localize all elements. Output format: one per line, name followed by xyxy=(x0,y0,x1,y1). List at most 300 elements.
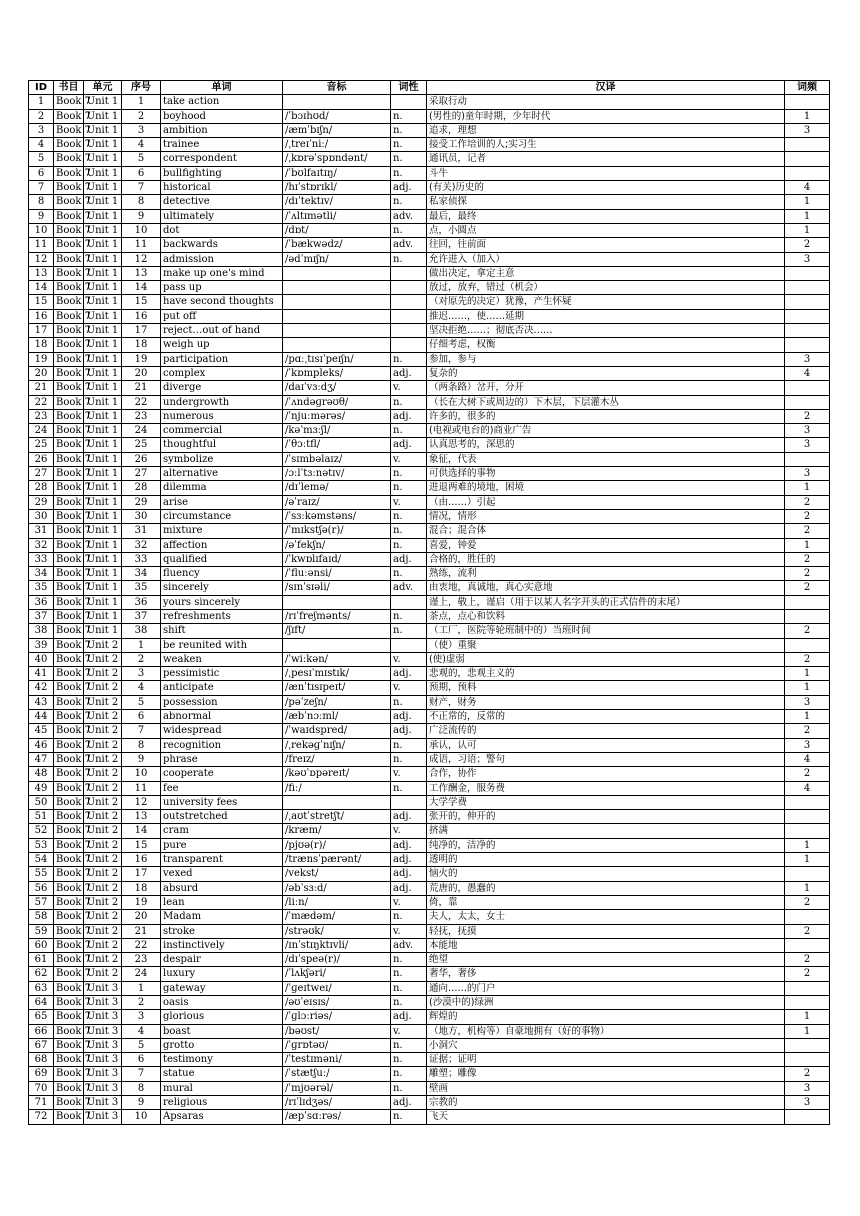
cell-frequency: 1 xyxy=(785,223,830,237)
cell-translation: 通讯员，记者 xyxy=(427,152,785,166)
cell-id: 43 xyxy=(29,695,54,709)
cell-word: possession xyxy=(161,695,283,709)
cell-seq: 12 xyxy=(122,795,161,809)
cell-word: put off xyxy=(161,309,283,323)
cell-id: 15 xyxy=(29,295,54,309)
cell-id: 26 xyxy=(29,452,54,466)
cell-phonetic: /ˈtestɪməni/ xyxy=(283,1053,391,1067)
cell-word: despair xyxy=(161,953,283,967)
cell-translation: 进退两难的境地，困境 xyxy=(427,481,785,495)
cell-book: Book 7 xyxy=(54,667,84,681)
cell-id: 51 xyxy=(29,810,54,824)
cell-book: Book 7 xyxy=(54,595,84,609)
cell-word: detective xyxy=(161,195,283,209)
cell-unit: Unit 2 xyxy=(84,681,122,695)
table-row xyxy=(29,181,830,195)
cell-seq: 31 xyxy=(122,524,161,538)
cell-unit: Unit 2 xyxy=(84,824,122,838)
cell-translation: 恼火的 xyxy=(427,867,785,881)
table-row xyxy=(29,366,830,380)
cell-translation: 夫人，太太，女士 xyxy=(427,910,785,924)
cell-translation: （使）重聚 xyxy=(427,638,785,652)
cell-phonetic: /ˈkwɒlɪfaɪd/ xyxy=(283,552,391,566)
cell-unit: Unit 2 xyxy=(84,810,122,824)
table-row xyxy=(29,552,830,566)
cell-frequency: 1 xyxy=(785,1024,830,1038)
cell-book: Book 7 xyxy=(54,409,84,423)
cell-unit: Unit 1 xyxy=(84,295,122,309)
cell-phonetic: /freɪz/ xyxy=(283,752,391,766)
cell-phonetic: /strəʊk/ xyxy=(283,924,391,938)
cell-translation: 本能地 xyxy=(427,938,785,952)
table-row xyxy=(29,924,830,938)
cell-pos: adj. xyxy=(391,724,427,738)
cell-translation: 接受工作培训的人;实习生 xyxy=(427,138,785,152)
cell-seq: 4 xyxy=(122,138,161,152)
cell-seq: 9 xyxy=(122,209,161,223)
cell-translation: （地方，机构等）自豪地拥有（好的事物） xyxy=(427,1024,785,1038)
cell-frequency: 3 xyxy=(785,1081,830,1095)
cell-phonetic: /ˌaʊtˈstretʃt/ xyxy=(283,810,391,824)
cell-phonetic: /ˈnjuːmərəs/ xyxy=(283,409,391,423)
cell-id: 14 xyxy=(29,281,54,295)
table-row xyxy=(29,509,830,523)
cell-book: Book 7 xyxy=(54,1110,84,1124)
cell-word: reject…out of hand xyxy=(161,324,283,338)
cell-id: 28 xyxy=(29,481,54,495)
cell-id: 56 xyxy=(29,881,54,895)
cell-pos: v. xyxy=(391,681,427,695)
cell-book: Book 7 xyxy=(54,238,84,252)
cell-unit: Unit 1 xyxy=(84,609,122,623)
cell-phonetic: /hɪˈstɒrɪkl/ xyxy=(283,181,391,195)
cell-seq: 4 xyxy=(122,1024,161,1038)
cell-unit: Unit 1 xyxy=(84,123,122,137)
cell-unit: Unit 2 xyxy=(84,667,122,681)
table-row xyxy=(29,324,830,338)
cell-phonetic xyxy=(283,338,391,352)
cell-pos: n. xyxy=(391,123,427,137)
cell-translation: (使)虚弱 xyxy=(427,652,785,666)
cell-frequency: 1 xyxy=(785,1010,830,1024)
cell-seq: 21 xyxy=(122,381,161,395)
cell-pos: adv. xyxy=(391,209,427,223)
cell-id: 59 xyxy=(29,924,54,938)
cell-book: Book 7 xyxy=(54,338,84,352)
table-row xyxy=(29,981,830,995)
cell-translation: 飞天 xyxy=(427,1110,785,1124)
cell-frequency xyxy=(785,152,830,166)
cell-book: Book 7 xyxy=(54,1010,84,1024)
cell-translation: 预期，预料 xyxy=(427,681,785,695)
cell-word: weigh up xyxy=(161,338,283,352)
cell-book: Book 7 xyxy=(54,738,84,752)
cell-unit: Unit 2 xyxy=(84,853,122,867)
cell-phonetic: /ɔːlˈtɜːnətɪv/ xyxy=(283,467,391,481)
table-row xyxy=(29,996,830,1010)
cell-frequency: 2 xyxy=(785,552,830,566)
cell-translation: 纯净的，洁净的 xyxy=(427,838,785,852)
cell-word: testimony xyxy=(161,1053,283,1067)
cell-pos: v. xyxy=(391,767,427,781)
cell-seq: 20 xyxy=(122,366,161,380)
cell-unit: Unit 1 xyxy=(84,424,122,438)
cell-word: yours sincerely xyxy=(161,595,283,609)
cell-unit: Unit 1 xyxy=(84,338,122,352)
cell-seq: 24 xyxy=(122,967,161,981)
cell-phonetic: /ˈbækwədz/ xyxy=(283,238,391,252)
cell-seq: 23 xyxy=(122,409,161,423)
cell-translation: 参加，参与 xyxy=(427,352,785,366)
cell-phonetic: /ˌrekəɡˈnɪʃn/ xyxy=(283,738,391,752)
cell-phonetic xyxy=(283,595,391,609)
table-row xyxy=(29,767,830,781)
cell-frequency xyxy=(785,795,830,809)
cell-id: 13 xyxy=(29,266,54,280)
cell-translation: 象征，代表 xyxy=(427,452,785,466)
table-row xyxy=(29,223,830,237)
cell-phonetic: /dɪˈlemə/ xyxy=(283,481,391,495)
cell-id: 12 xyxy=(29,252,54,266)
table-row xyxy=(29,752,830,766)
table-row xyxy=(29,581,830,595)
table-row xyxy=(29,967,830,981)
cell-seq: 11 xyxy=(122,781,161,795)
cell-translation: 做出决定，拿定主意 xyxy=(427,266,785,280)
cell-phonetic: /ɪnˈstɪŋktɪvli/ xyxy=(283,938,391,952)
cell-frequency: 3 xyxy=(785,738,830,752)
cell-phonetic: /pjʊə(r)/ xyxy=(283,838,391,852)
table-row xyxy=(29,281,830,295)
table-row xyxy=(29,295,830,309)
cell-frequency xyxy=(785,324,830,338)
table-row xyxy=(29,1024,830,1038)
cell-seq: 7 xyxy=(122,181,161,195)
cell-id: 20 xyxy=(29,366,54,380)
cell-translation: 透明的 xyxy=(427,853,785,867)
cell-translation: 斗牛 xyxy=(427,166,785,180)
table-row xyxy=(29,824,830,838)
cell-book: Book 7 xyxy=(54,767,84,781)
cell-phonetic: /dɒt/ xyxy=(283,223,391,237)
header-row xyxy=(29,81,830,95)
cell-frequency xyxy=(785,338,830,352)
cell-unit: Unit 1 xyxy=(84,352,122,366)
cell-unit: Unit 3 xyxy=(84,996,122,1010)
cell-phonetic: /ˈɡeɪtweɪ/ xyxy=(283,981,391,995)
cell-book: Book 7 xyxy=(54,509,84,523)
table-row xyxy=(29,938,830,952)
cell-frequency xyxy=(785,1110,830,1124)
cell-translation: (电视或电台的)商业广告 xyxy=(427,424,785,438)
cell-word: pessimistic xyxy=(161,667,283,681)
cell-frequency: 2 xyxy=(785,967,830,981)
cell-pos: n. xyxy=(391,752,427,766)
table-row xyxy=(29,624,830,638)
cell-translation: 可供选择的事物 xyxy=(427,467,785,481)
cell-unit: Unit 2 xyxy=(84,924,122,938)
cell-translation: 壁画 xyxy=(427,1081,785,1095)
table-row xyxy=(29,166,830,180)
cell-translation: 奢华，奢侈 xyxy=(427,967,785,981)
cell-frequency: 3 xyxy=(785,467,830,481)
cell-unit: Unit 1 xyxy=(84,595,122,609)
cell-seq: 4 xyxy=(122,681,161,695)
table-row xyxy=(29,252,830,266)
cell-pos: adj. xyxy=(391,1010,427,1024)
cell-frequency xyxy=(785,395,830,409)
cell-word: dilemma xyxy=(161,481,283,495)
cell-pos: n. xyxy=(391,395,427,409)
cell-phonetic: /ˈwaɪdspred/ xyxy=(283,724,391,738)
cell-phonetic xyxy=(283,795,391,809)
cell-pos: n. xyxy=(391,524,427,538)
table-row xyxy=(29,810,830,824)
cell-book: Book 7 xyxy=(54,352,84,366)
cell-seq: 36 xyxy=(122,595,161,609)
cell-id: 69 xyxy=(29,1067,54,1081)
cell-unit: Unit 1 xyxy=(84,624,122,638)
cell-id: 49 xyxy=(29,781,54,795)
cell-seq: 34 xyxy=(122,567,161,581)
cell-id: 52 xyxy=(29,824,54,838)
cell-frequency: 2 xyxy=(785,495,830,509)
table-row xyxy=(29,209,830,223)
cell-unit: Unit 1 xyxy=(84,109,122,123)
cell-pos: adv. xyxy=(391,938,427,952)
cell-pos: adj. xyxy=(391,881,427,895)
cell-seq: 12 xyxy=(122,252,161,266)
cell-id: 45 xyxy=(29,724,54,738)
table-row xyxy=(29,409,830,423)
cell-translation: 挤满 xyxy=(427,824,785,838)
cell-pos: n. xyxy=(391,467,427,481)
cell-pos: adj. xyxy=(391,667,427,681)
cell-word: take action xyxy=(161,95,283,109)
cell-unit: Unit 2 xyxy=(84,953,122,967)
cell-pos: n. xyxy=(391,1053,427,1067)
cell-unit: Unit 1 xyxy=(84,166,122,180)
cell-translation: 喜爱，钟爱 xyxy=(427,538,785,552)
cell-phonetic: /kræm/ xyxy=(283,824,391,838)
cell-book: Book 7 xyxy=(54,695,84,709)
table-row xyxy=(29,652,830,666)
cell-translation: （两条路）岔开，分开 xyxy=(427,381,785,395)
cell-id: 32 xyxy=(29,538,54,552)
cell-id: 33 xyxy=(29,552,54,566)
cell-id: 10 xyxy=(29,223,54,237)
cell-seq: 17 xyxy=(122,867,161,881)
cell-unit: Unit 1 xyxy=(84,309,122,323)
cell-pos: n. xyxy=(391,738,427,752)
table-row xyxy=(29,1096,830,1110)
cell-word: lean xyxy=(161,895,283,909)
cell-unit: Unit 1 xyxy=(84,324,122,338)
table-row xyxy=(29,524,830,538)
cell-id: 19 xyxy=(29,352,54,366)
cell-translation: 往回，往前面 xyxy=(427,238,785,252)
cell-book: Book 7 xyxy=(54,853,84,867)
cell-book: Book 7 xyxy=(54,552,84,566)
cell-frequency: 1 xyxy=(785,838,830,852)
cell-unit: Unit 3 xyxy=(84,981,122,995)
cell-unit: Unit 2 xyxy=(84,867,122,881)
cell-translation: 财产，财务 xyxy=(427,695,785,709)
cell-id: 1 xyxy=(29,95,54,109)
cell-phonetic: /vekst/ xyxy=(283,867,391,881)
cell-pos xyxy=(391,595,427,609)
cell-translation: 采取行动 xyxy=(427,95,785,109)
cell-seq: 16 xyxy=(122,853,161,867)
cell-pos xyxy=(391,95,427,109)
cell-book: Book 7 xyxy=(54,938,84,952)
cell-book: Book 7 xyxy=(54,1081,84,1095)
table-row xyxy=(29,109,830,123)
cell-pos: n. xyxy=(391,481,427,495)
cell-frequency: 2 xyxy=(785,567,830,581)
cell-pos: n. xyxy=(391,910,427,924)
table-row xyxy=(29,238,830,252)
cell-pos xyxy=(391,309,427,323)
table-row xyxy=(29,1038,830,1052)
cell-pos: v. xyxy=(391,452,427,466)
cell-unit: Unit 2 xyxy=(84,724,122,738)
cell-unit: Unit 1 xyxy=(84,252,122,266)
cell-book: Book 7 xyxy=(54,867,84,881)
cell-phonetic: /dɪˈspeə(r)/ xyxy=(283,953,391,967)
table-row xyxy=(29,95,830,109)
cell-unit: Unit 1 xyxy=(84,195,122,209)
cell-word: shift xyxy=(161,624,283,638)
cell-word: numerous xyxy=(161,409,283,423)
header-unit: 单元 xyxy=(84,81,122,95)
cell-translation: 仔细考虑，权衡 xyxy=(427,338,785,352)
cell-pos: v. xyxy=(391,824,427,838)
cell-id: 24 xyxy=(29,424,54,438)
cell-word: vexed xyxy=(161,867,283,881)
cell-word: oasis xyxy=(161,996,283,1010)
cell-phonetic: /ˈbɔɪhʊd/ xyxy=(283,109,391,123)
cell-book: Book 7 xyxy=(54,953,84,967)
cell-book: Book 7 xyxy=(54,724,84,738)
cell-id: 34 xyxy=(29,567,54,581)
cell-word: anticipate xyxy=(161,681,283,695)
cell-seq: 27 xyxy=(122,467,161,481)
cell-pos: v. xyxy=(391,1024,427,1038)
cell-phonetic: /trænsˈpærənt/ xyxy=(283,853,391,867)
cell-id: 41 xyxy=(29,667,54,681)
cell-frequency: 3 xyxy=(785,252,830,266)
cell-book: Book 7 xyxy=(54,1024,84,1038)
cell-book: Book 7 xyxy=(54,467,84,481)
table-row xyxy=(29,781,830,795)
cell-translation: 点，小圆点 xyxy=(427,223,785,237)
cell-translation: 大学学费 xyxy=(427,795,785,809)
cell-book: Book 7 xyxy=(54,567,84,581)
cell-unit: Unit 1 xyxy=(84,395,122,409)
cell-phonetic: /kəˈmɜːʃl/ xyxy=(283,424,391,438)
cell-unit: Unit 1 xyxy=(84,495,122,509)
cell-seq: 10 xyxy=(122,1110,161,1124)
header-seq: 序号 xyxy=(122,81,161,95)
cell-frequency: 2 xyxy=(785,767,830,781)
cell-frequency: 3 xyxy=(785,123,830,137)
cell-seq: 5 xyxy=(122,1038,161,1052)
cell-seq: 3 xyxy=(122,667,161,681)
table-row xyxy=(29,853,830,867)
cell-id: 38 xyxy=(29,624,54,638)
cell-phonetic: /ədˈmɪʃn/ xyxy=(283,252,391,266)
cell-id: 11 xyxy=(29,238,54,252)
cell-unit: Unit 1 xyxy=(84,181,122,195)
cell-book: Book 7 xyxy=(54,295,84,309)
cell-book: Book 7 xyxy=(54,795,84,809)
cell-id: 9 xyxy=(29,209,54,223)
cell-pos: n. xyxy=(391,953,427,967)
table-row xyxy=(29,953,830,967)
cell-id: 30 xyxy=(29,509,54,523)
cell-pos: n. xyxy=(391,1038,427,1052)
cell-unit: Unit 1 xyxy=(84,552,122,566)
cell-translation: 情况，情形 xyxy=(427,509,785,523)
cell-seq: 2 xyxy=(122,109,161,123)
cell-pos: n. xyxy=(391,695,427,709)
header-word: 单词 xyxy=(161,81,283,95)
cell-translation: （工厂，医院等轮班制中的）当班时间 xyxy=(427,624,785,638)
cell-word: weaken xyxy=(161,652,283,666)
cell-frequency: 2 xyxy=(785,724,830,738)
cell-word: cram xyxy=(161,824,283,838)
cell-word: backwards xyxy=(161,238,283,252)
cell-seq: 1 xyxy=(122,638,161,652)
cell-id: 71 xyxy=(29,1096,54,1110)
cell-id: 3 xyxy=(29,123,54,137)
cell-book: Book 7 xyxy=(54,266,84,280)
cell-book: Book 7 xyxy=(54,324,84,338)
cell-id: 58 xyxy=(29,910,54,924)
cell-book: Book 7 xyxy=(54,910,84,924)
cell-phonetic: /ˌpesɪˈmɪstɪk/ xyxy=(283,667,391,681)
cell-unit: Unit 2 xyxy=(84,781,122,795)
cell-word: abnormal xyxy=(161,710,283,724)
cell-word: commercial xyxy=(161,424,283,438)
cell-frequency: 1 xyxy=(785,667,830,681)
cell-seq: 9 xyxy=(122,1096,161,1110)
cell-frequency: 1 xyxy=(785,195,830,209)
cell-seq: 9 xyxy=(122,752,161,766)
cell-translation: 承认，认可 xyxy=(427,738,785,752)
cell-pos: n. xyxy=(391,1081,427,1095)
cell-book: Book 7 xyxy=(54,309,84,323)
cell-seq: 15 xyxy=(122,838,161,852)
cell-pos: adj. xyxy=(391,710,427,724)
cell-unit: Unit 2 xyxy=(84,752,122,766)
cell-seq: 20 xyxy=(122,910,161,924)
cell-unit: Unit 1 xyxy=(84,138,122,152)
cell-unit: Unit 1 xyxy=(84,438,122,452)
cell-word: alternative xyxy=(161,467,283,481)
cell-id: 22 xyxy=(29,395,54,409)
cell-unit: Unit 1 xyxy=(84,467,122,481)
cell-unit: Unit 1 xyxy=(84,223,122,237)
cell-seq: 1 xyxy=(122,981,161,995)
table-row xyxy=(29,1010,830,1024)
table-row xyxy=(29,452,830,466)
cell-seq: 14 xyxy=(122,824,161,838)
cell-seq: 37 xyxy=(122,609,161,623)
cell-word: refreshments xyxy=(161,609,283,623)
cell-pos: n. xyxy=(391,223,427,237)
